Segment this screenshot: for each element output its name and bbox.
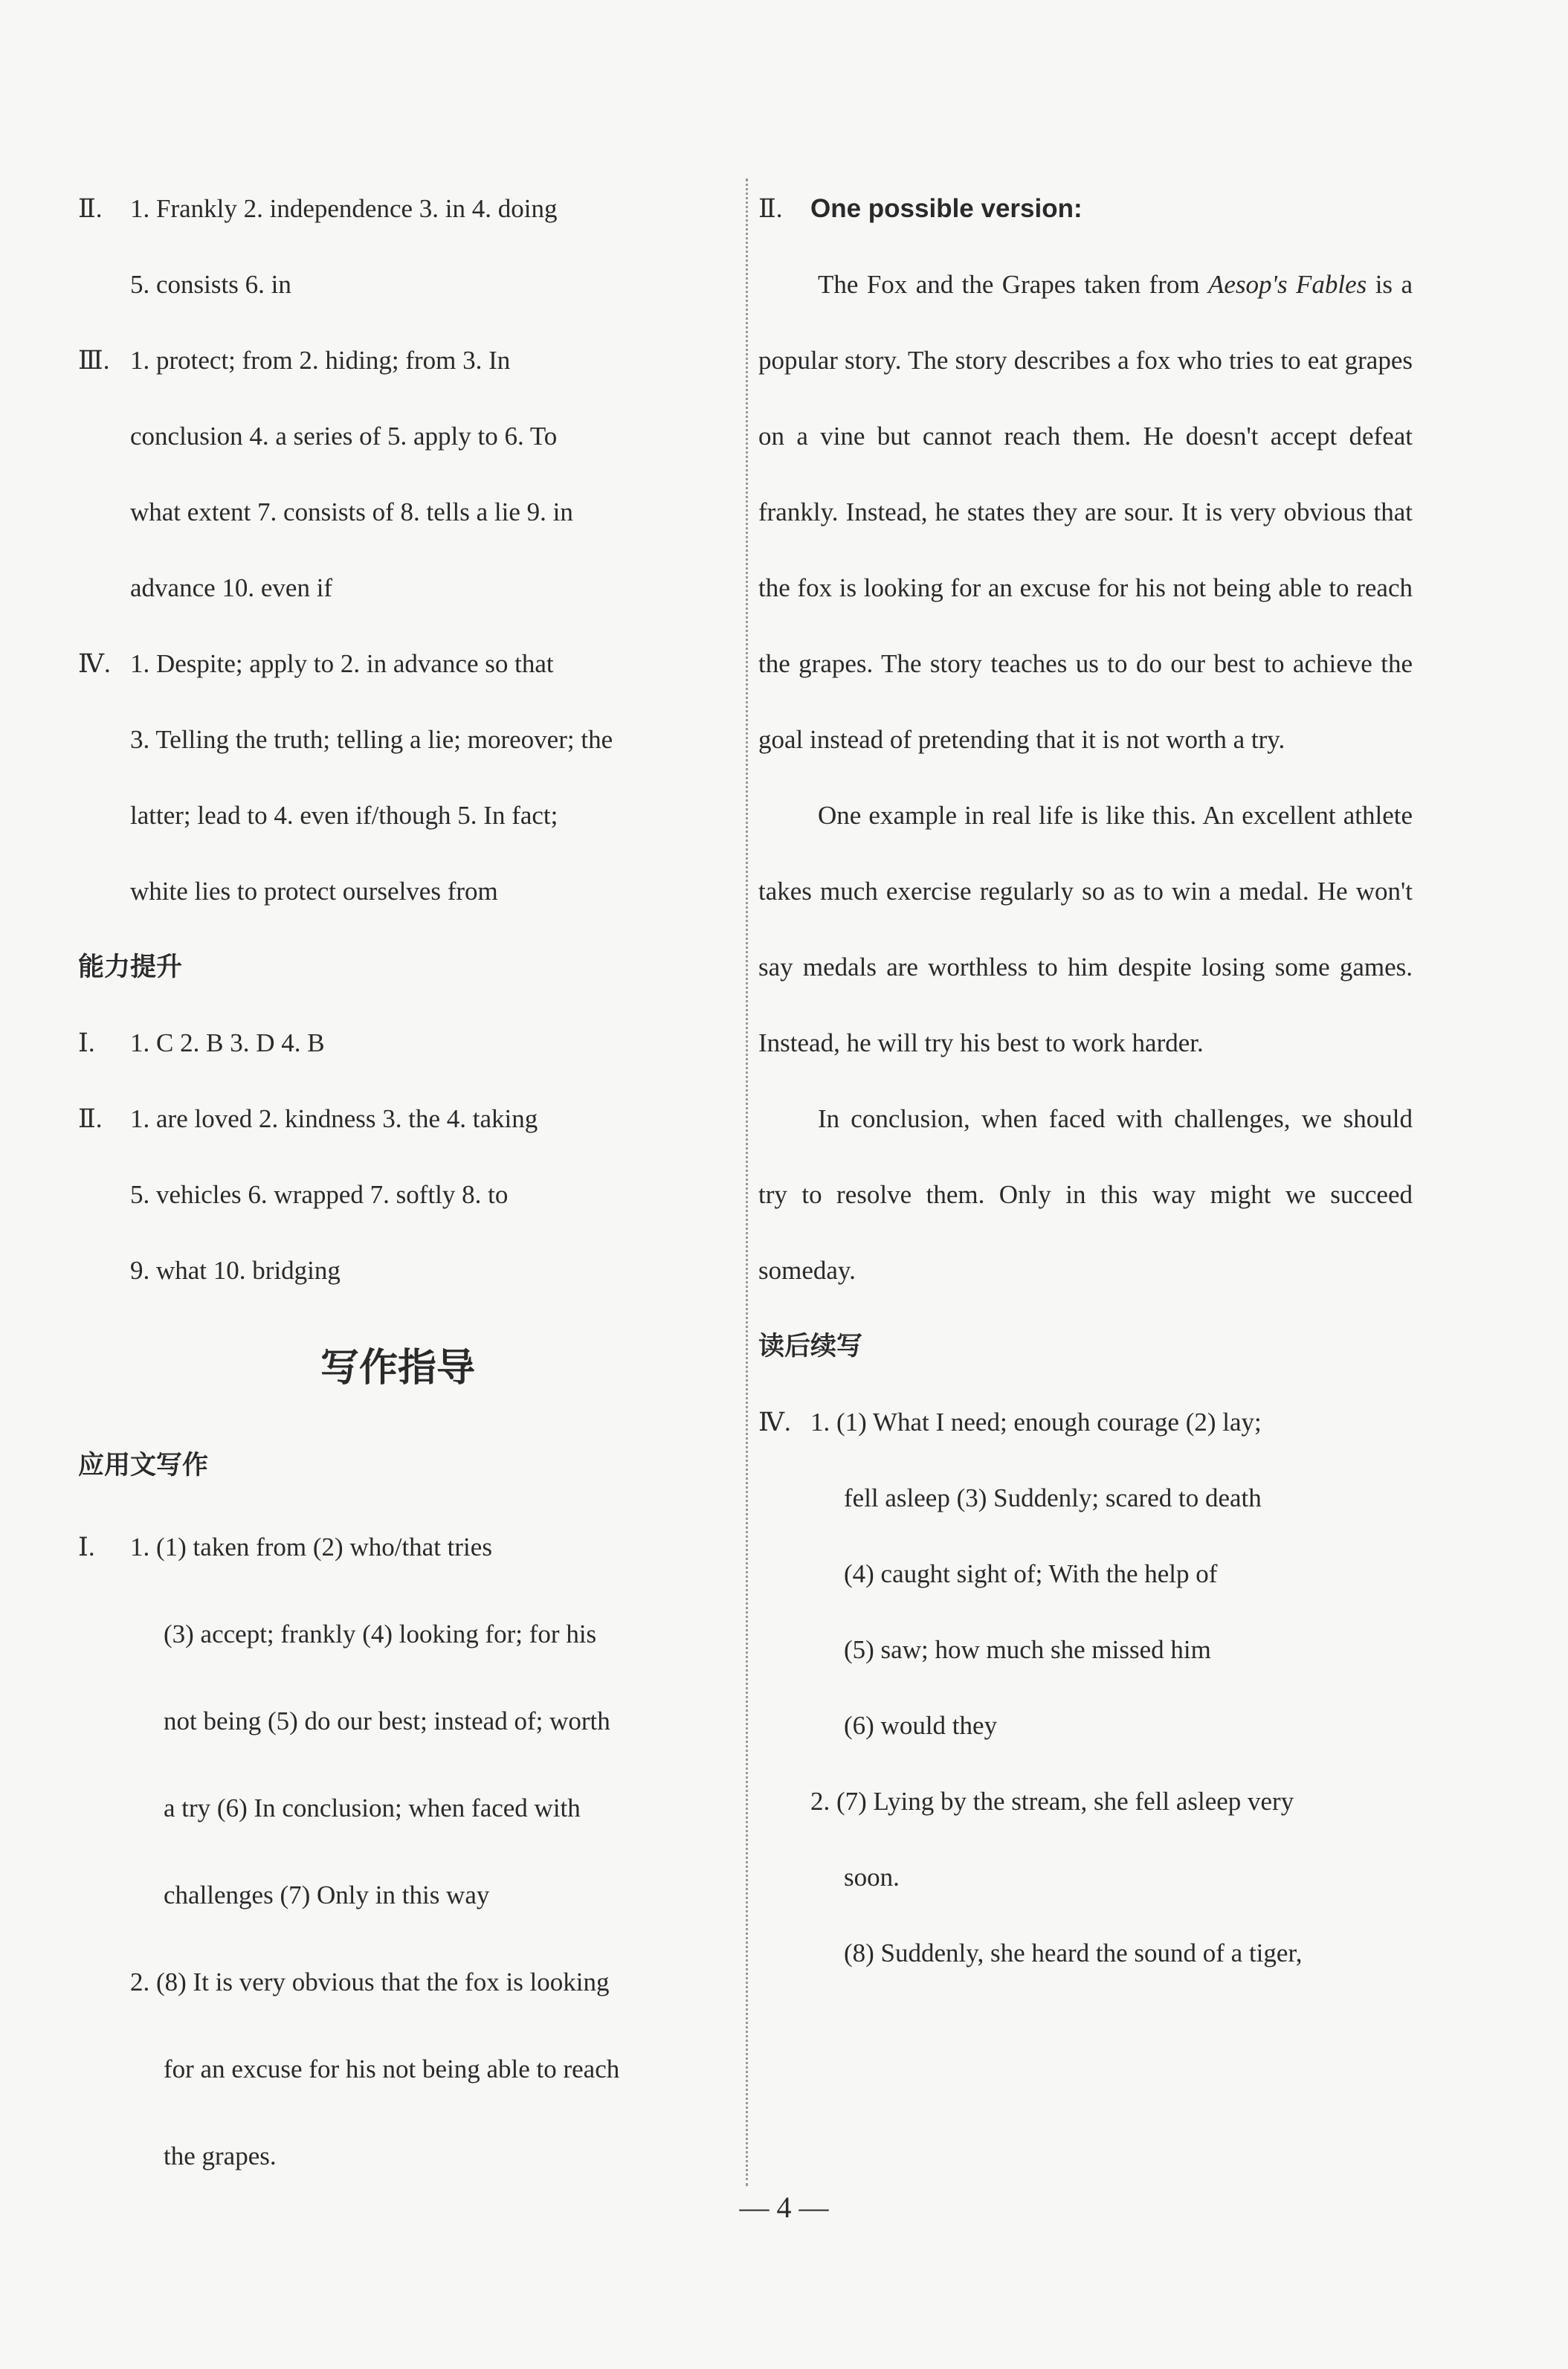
answer-section-3 [78, 323, 732, 399]
answer-line: 1. protect; from 2. hiding; from 3. In [130, 346, 511, 375]
answer-line: 5. consists 6. in [130, 270, 291, 299]
essay-text: The Fox and the Grapes taken from [818, 270, 1208, 299]
right-column [758, 171, 1413, 1991]
applied-section-1 [78, 1503, 732, 1590]
answer-line: 1. (1) What I need; enough courage (2) lay; [810, 1408, 1262, 1437]
section-number: Ⅱ. [758, 194, 783, 223]
answer-section-4 [78, 626, 732, 702]
answer-line: 2. (8) It is very obvious that the fox is looking [130, 1967, 610, 1996]
applied-writing-heading: 应用文写作 [78, 1451, 209, 1480]
sample-version-label: One possible version: [810, 194, 1083, 223]
section-number: Ⅳ. [78, 649, 111, 678]
answer-line: (6) would they [844, 1711, 998, 1740]
answer-line: 1. Frankly 2. independence 3. in 4. doing [130, 194, 558, 223]
answer-line: white lies to protect ourselves from [130, 877, 498, 906]
page-number: — 4 — [739, 2191, 829, 2224]
section-number: Ⅱ. [78, 194, 103, 223]
ability-section-1 [78, 1005, 732, 1081]
continuation-writing-heading: 读后续写 [758, 1332, 863, 1361]
answer-line: 3. Telling the truth; telling a lie; moreover; the [130, 725, 613, 754]
answer-line: conclusion 4. a series of 5. apply to 6. To [130, 422, 558, 451]
essay-text: is a popular story. The story describes a fox who tries to eat grapes on a vine but cannot reach them. He doesn't accept defeat frankly. Instead, he states they are sour. It is very obvious that the fox is looking for an excuse for his not being able to reach the grapes. The story teaches us to do our best to achieve the goal instead of pretending that it is not worth a try. [758, 270, 1413, 754]
answer-line: 1. Despite; apply to 2. in advance so that [130, 649, 554, 678]
answer-line: (4) caught sight of; With the help of [844, 1559, 1218, 1588]
answer-line: latter; lead to 4. even if/though 5. In fact; [130, 801, 558, 830]
section-number: Ⅰ. [78, 1028, 95, 1057]
essay-paragraph-2: One example in real life is like this. An excellent athlete takes much exercise regularly so as to win a medal. He won't say medals are worthless to him despite losing some games. Instead, he will try his best to work harder. [758, 801, 1413, 1057]
ability-heading: 能力提升 [78, 953, 183, 982]
answer-line: the grapes. [164, 2141, 277, 2170]
answer-line: what extent 7. consists of 8. tells a lie 9. in [130, 497, 573, 526]
essay-paragraph-1 [758, 247, 1413, 778]
answer-line: challenges (7) Only in this way [164, 1880, 490, 1909]
column-divider [746, 178, 748, 2186]
answer-line: 9. what 10. bridging [130, 1256, 341, 1285]
answer-line: fell asleep (3) Suddenly; scared to death [844, 1483, 1262, 1512]
ability-section-2 [78, 1081, 732, 1157]
answer-line: for an excuse for his not being able to reach [164, 2054, 620, 2083]
left-column [78, 171, 732, 2199]
answer-line: (3) accept; frankly (4) looking for; for his [164, 1619, 597, 1648]
answer-line: (8) Suddenly, she heard the sound of a tiger, [844, 1938, 1303, 1967]
essay-paragraph-3: In conclusion, when faced with challenges, we should try to resolve them. Only in this way might we succeed someday. [758, 1104, 1413, 1285]
sample-version-heading [758, 171, 1413, 247]
continuation-section-4 [758, 1385, 1413, 1460]
answer-line: 5. vehicles 6. wrapped 7. softly 8. to [130, 1180, 509, 1209]
writing-guide-title: 写作指导 [320, 1346, 475, 1390]
answer-line: not being (5) do our best; instead of; worth [164, 1706, 610, 1735]
book-title: Aesop's Fables [1207, 270, 1367, 299]
section-number: Ⅰ. [78, 1532, 95, 1561]
section-number: Ⅱ. [78, 1104, 103, 1133]
answer-line: soon. [844, 1863, 900, 1892]
answer-line: 1. (1) taken from (2) who/that tries [130, 1532, 492, 1561]
section-number: Ⅳ. [758, 1408, 791, 1437]
answer-line: advance 10. even if [130, 573, 333, 602]
answer-line: 1. are loved 2. kindness 3. the 4. taking [130, 1104, 538, 1133]
answer-line: (5) saw; how much she missed him [844, 1635, 1211, 1664]
section-number: Ⅲ. [78, 346, 110, 375]
answer-line: 1. C 2. B 3. D 4. B [130, 1028, 325, 1057]
answer-line: a try (6) In conclusion; when faced with [164, 1793, 581, 1822]
answer-section-2 [78, 171, 732, 247]
answer-line: 2. (7) Lying by the stream, she fell asleep very [810, 1787, 1294, 1816]
